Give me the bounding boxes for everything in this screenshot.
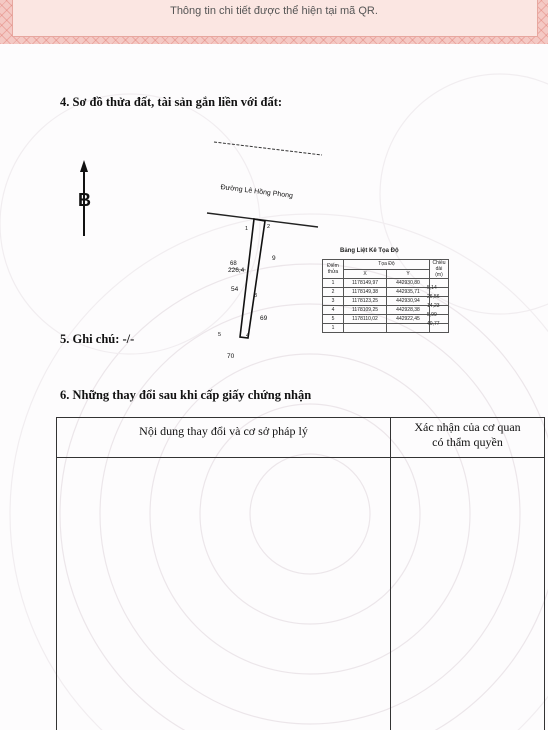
neighbor-69: 69: [260, 315, 268, 322]
section-4-heading: 4. Sơ đồ thửa đất, tài sản gắn liền với đất:: [60, 95, 283, 109]
cell-x: [344, 324, 387, 333]
coord-header-point: Điểm thửa: [323, 260, 344, 279]
coord-header-dist: Chiều dài (m): [430, 260, 449, 279]
road-line-top: [214, 142, 322, 155]
section-6-heading: 6. Những thay đổi sau khi cấp giấy chứng nhận: [60, 388, 312, 402]
cell-point: 5: [323, 315, 344, 324]
cell-point: 3: [323, 297, 344, 306]
distance-5: 40,77: [427, 321, 440, 327]
neighbor-54: 54: [231, 286, 239, 293]
changes-content-cell[interactable]: [57, 458, 391, 730]
cell-y: 442935,71: [387, 288, 430, 297]
parcel-number: 68: [230, 261, 237, 267]
cell-x: 1178149,38: [344, 288, 387, 297]
cell-point: 1: [323, 279, 344, 288]
vertex-5: 5: [218, 332, 222, 338]
cell-point: 2: [323, 288, 344, 297]
cell-y: 442930,94: [387, 297, 430, 306]
section-5-heading: 5. Ghi chú: -/-: [60, 332, 135, 346]
changes-col-content: Nội dung thay đổi và cơ sở pháp lý: [57, 418, 391, 458]
neighbor-70: 70: [227, 353, 235, 360]
cell-y: 442922,45: [387, 315, 430, 324]
vertex-1: 1: [245, 226, 249, 232]
cell-point: 1: [323, 324, 344, 333]
cell-y: 442930,80: [387, 279, 430, 288]
coord-header-coords: Tọa Độ: [344, 260, 430, 270]
coord-header-x: X: [344, 269, 387, 279]
cell-x: 1178123,25: [344, 297, 387, 306]
vertex-4: 4: [246, 333, 250, 339]
cell-x: 1178110,02: [344, 315, 387, 324]
coord-table-title: Bảng Liệt Kê Tọa Độ: [340, 248, 399, 254]
changes-confirm-cell[interactable]: [391, 458, 545, 730]
cell-y: 442928,38: [387, 306, 430, 315]
changes-col-confirm-line1: Xác nhận của cơ quan: [414, 420, 521, 434]
vertex-2: 2: [267, 224, 271, 230]
changes-col-confirm-line2: có thẩm quyền: [432, 435, 503, 449]
coord-header-y: Y: [387, 269, 430, 279]
cell-x: 1178109,25: [344, 306, 387, 315]
table-row: [57, 458, 545, 730]
distance-2: 26,56: [427, 294, 440, 300]
north-label: B: [78, 190, 91, 210]
vertex-3: 3: [254, 293, 258, 299]
cell-point: 4: [323, 306, 344, 315]
header-note: Thông tin chi tiết được thể hiện tại mã QR.: [170, 5, 378, 17]
cell-x: 1178149,97: [344, 279, 387, 288]
distance-3: 14,23: [427, 303, 440, 309]
parcel-area: 226,4: [228, 267, 245, 274]
cell-y: [387, 324, 430, 333]
distance-1: 5,14: [427, 285, 437, 291]
header-band: [0, 0, 548, 44]
distance-4: 5,99: [427, 312, 437, 318]
changes-table: [56, 417, 545, 730]
neighbor-9: 9: [272, 255, 276, 262]
changes-col-confirm: [391, 418, 545, 458]
road-label: Đường Lê Hồng Phong: [220, 184, 294, 200]
